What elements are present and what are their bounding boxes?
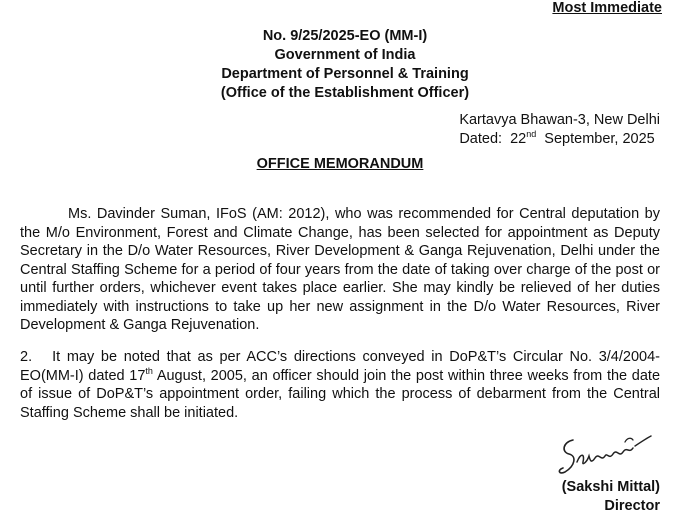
paragraph-2-text-b: August, 2005, an officer should join the post within three weeks from the date of issue of DoP&T’s appointment order, failing which the process of debarment from the Central Staffing Scheme shall be initiated. [20,367,661,421]
date-prefix: Dated: 22 [459,131,527,147]
memo-header [200,27,490,103]
priority-label: Most Immediate [552,0,662,16]
place-and-date [459,111,660,149]
paragraph-1: Ms. Davinder Suman, IFoS (AM: 2012), who was recommended for Central deputation by the M/o Environment, Forest and Climate Change, has been selected for appointment as Deputy Secretary in the D/o Water Resources, River Development & Ganga Rejuvenation, Delhi under the Central Staffing Scheme for a period of four years from the date of taking over charge of the post or until further orders, whichever event takes place earlier. She may kindly be relieved of her duties immediately with instructions to take up her new assignment in the D/o Water Resources, River Development & Ganga Rejuvenation. [20,206,660,333]
office-line: (Office of the Establishment Officer) [220,85,470,101]
paragraph-2-text-a: 2. It may be noted that as per ACC’s directions conveyed in DoP&T’s Circular No. 3/4/2004-EO(MM-I) dated 17 [20,349,660,384]
document-title: OFFICE MEMORANDUM [256,156,424,172]
memo-number: No. 9/25/2025-EO (MM-I) [262,28,428,44]
paragraph-2-sup: th [145,365,153,376]
department-line: Department of Personnel & Training [221,66,469,82]
signatory-designation: Director [604,498,660,514]
date-line [459,130,660,149]
government-line: Government of India [274,47,416,63]
paragraph-2 [20,348,660,422]
address-line: Kartavya Bhawan-3, New Delhi [459,112,660,128]
date-rest: September, 2025 [536,131,655,147]
signatory-block [562,478,660,516]
signatory-name: (Sakshi Mittal) [561,479,660,495]
date-suffix: nd [526,129,537,139]
signature-image [555,432,665,480]
